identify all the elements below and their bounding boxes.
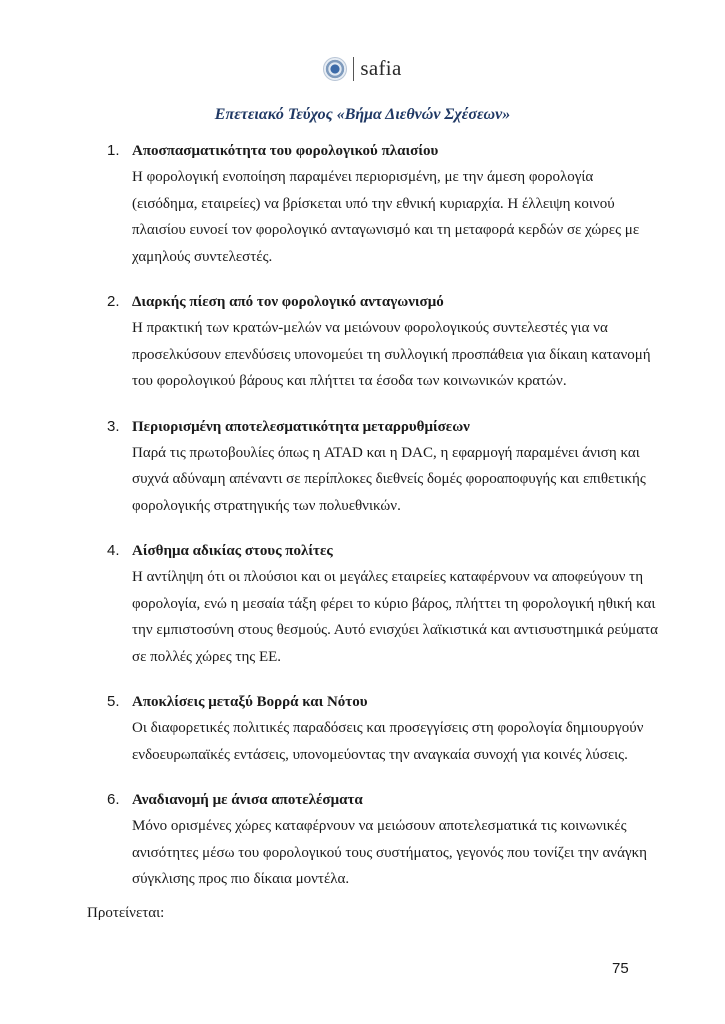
logo-divider — [353, 57, 354, 81]
item-number: 6. — [107, 791, 120, 808]
item-title: Αναδιανομή με άνισα αποτελέσματα — [132, 792, 363, 808]
page-number: 75 — [612, 960, 629, 977]
item-title: Περιορισμένη αποτελεσματικότητα μεταρρυθμίσεων — [132, 418, 470, 435]
list-item — [107, 540, 662, 670]
list-item — [107, 789, 662, 893]
numbered-list — [107, 140, 662, 914]
list-item — [107, 691, 662, 768]
logo-text: safia — [360, 56, 402, 80]
item-body: Η φορολογική ενοποίηση παραμένει περιορισμένη, με την άμεση φορολογία (εισόδημα, εταιρείες) να βρίσκεται υπό την εθνική κυριαρχία. Η έλλειψη κοινού πλαισίου ευνοεί τον φορολογικό ανταγωνισμό και τη μεταφορά κερδών σε χώρες με χαμηλούς συντελεστές. — [132, 169, 640, 265]
item-title: Αποκλίσεις μεταξύ Βορρά και Νότου — [132, 694, 368, 710]
item-number: 1. — [107, 142, 120, 159]
item-number: 4. — [107, 542, 120, 559]
item-title: Διαρκής πίεση από τον φορολογικό ανταγωνισμό — [132, 294, 444, 310]
list-item — [107, 291, 662, 395]
item-number: 2. — [107, 293, 120, 310]
item-title: Αποσπασματικότητα του φορολογικού πλαισίου — [132, 143, 439, 159]
item-number: 5. — [107, 693, 120, 710]
item-body: Η πρακτική των κρατών-μελών να μειώνουν φορολογικούς συντελεστές για να προσελκύσουν επενδύσεις υπονομεύει τη συλλογική προσπάθεια για δίκαιη κατανομή του φορολογικού βάρους και πλήττει τα έσοδα των κοινωνικών κρατών. — [132, 320, 651, 389]
item-body: Οι διαφορετικές πολιτικές παραδόσεις και προσεγγίσεις στη φορολογία δημιουργούν ενδοευρωπαϊκές εντάσεις, υπονομεύοντας την αναγκαία συνοχή για κοινές λύσεις. — [132, 720, 644, 763]
closing-text: Προτείνεται: — [87, 905, 165, 921]
list-item — [107, 416, 662, 520]
issue-subtitle: Επετειακό Τεύχος «Βήμα Διεθνών Σχέσεων» — [214, 106, 511, 123]
item-number: 3. — [107, 417, 120, 435]
list-item — [107, 140, 662, 270]
emblem-icon — [323, 57, 347, 81]
item-body: Η αντίληψη ότι οι πλούσιοι και οι μεγάλες εταιρείες καταφέρνουν να αποφεύγουν τη φορολογία, ενώ η μεσαία τάξη φέρει το κύριο βάρος, πλήττει τη φορολογική ηθική και την εμπιστοσύνη στους θεσμούς. Αυτό ενισχύει λαϊκιστικά και αντισυστημικά ρεύματα σε πολλές χώρες της ΕΕ. — [132, 569, 658, 665]
page-header — [0, 56, 725, 81]
item-title: Αίσθημα αδικίας στους πολίτες — [132, 543, 333, 559]
item-body: Μόνο ορισμένες χώρες καταφέρνουν να μειώσουν αποτελεσματικά τις κοινωνικές ανισότητες μέσω του φορολογικού τους συστήματος, γεγονός που τονίζει την ανάγκη σύγκλισης προς πιο δίκαια μοντέλα. — [132, 818, 647, 887]
item-body: Παρά τις πρωτοβουλίες όπως η ATAD και η DAC, η εφαρμογή παραμένει άνιση και συχνά αδύναμη απέναντι σε περίπλοκες διεθνείς δομές φοροαποφυγής και επιθετικής φορολογικής στρατηγικής των πολυεθνικών. — [132, 444, 646, 514]
